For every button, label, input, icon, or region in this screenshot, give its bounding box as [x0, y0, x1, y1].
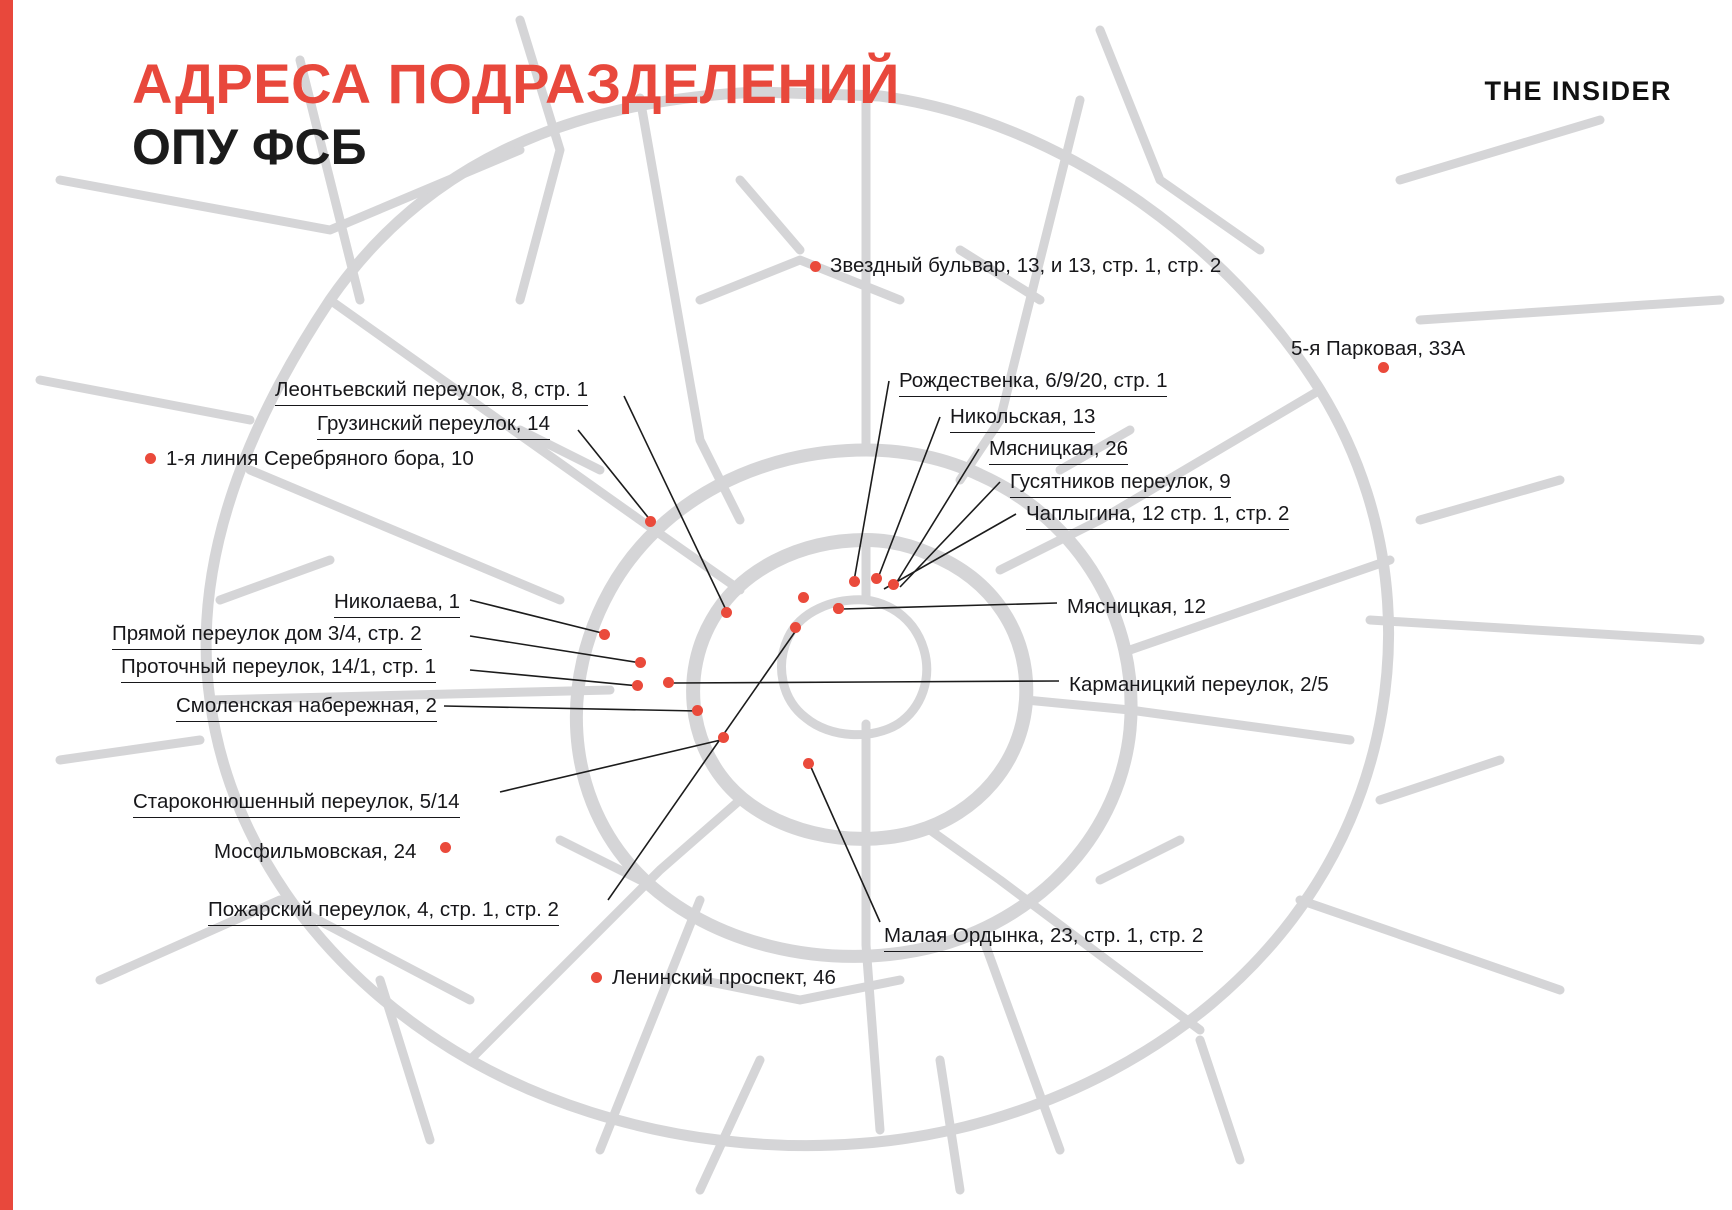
map-marker-dot-protochny141[interactable]: [632, 680, 643, 691]
map-label-leninsky46: Ленинский проспект, 46: [612, 966, 836, 989]
map-label-chaplygina12: Чаплыгина, 12 стр. 1, стр. 2: [1026, 502, 1289, 530]
map-label-zvezdny: Звездный бульвар, 13, и 13, стр. 1, стр. 2: [830, 254, 1222, 277]
map-label-starokonyush: Староконюшенный переулок, 5/14: [133, 790, 460, 818]
map-marker-dot-myasnitskaya26[interactable]: [888, 579, 899, 590]
brand-logo: THE INSIDER: [1484, 76, 1672, 106]
map-marker-dot-zvezdny[interactable]: [810, 261, 821, 272]
map-label-nikolaeva1: Николаева, 1: [334, 590, 460, 618]
map-label-pozharsky4: Пожарский переулок, 4, стр. 1, стр. 2: [208, 898, 559, 926]
map-marker-dot-starokonyush[interactable]: [718, 732, 729, 743]
map-marker-dot-gruzinsky14[interactable]: [645, 516, 656, 527]
map-marker-dot-myasnitskaya12[interactable]: [833, 603, 844, 614]
map-marker-dot-parkovaya5[interactable]: [1378, 362, 1389, 373]
page-subtitle: ОПУ ФСБ: [132, 118, 367, 175]
map-label-myasnitskaya26: Мясницкая, 26: [989, 437, 1128, 465]
map-label-nikolskaya13: Никольская, 13: [950, 405, 1095, 433]
map-label-smolenskaya2: Смоленская набережная, 2: [176, 694, 437, 722]
map-marker-dot-serebryany10[interactable]: [145, 453, 156, 464]
page-title: АДРЕСА ПОДРАЗДЕЛЕНИЙ: [132, 52, 900, 115]
map-label-parkovaya5: 5-я Парковая, 33А: [1291, 337, 1466, 360]
map-label-gruzinsky14: Грузинский переулок, 14: [317, 412, 550, 440]
map-marker-dot-nikolskaya13[interactable]: [871, 573, 882, 584]
map-marker-dot-pozharsky4[interactable]: [790, 622, 801, 633]
map-label-serebryany10: 1-я линия Серебряного бора, 10: [166, 447, 474, 470]
map-marker-dot-leninsky46[interactable]: [591, 972, 602, 983]
map-marker-dot-chaplygina12[interactable]: [798, 592, 809, 603]
map-label-pryamoy34: Прямой переулок дом 3/4, стр. 2: [112, 622, 422, 650]
map-label-malaya_ordynka: Малая Ордынка, 23, стр. 1, стр. 2: [884, 924, 1203, 952]
map-label-gusyatnikov9: Гусятников переулок, 9: [1010, 470, 1231, 498]
map-label-myasnitskaya12: Мясницкая, 12: [1067, 595, 1207, 618]
map-marker-dot-mosfilmovskaya[interactable]: [440, 842, 451, 853]
title-block: [132, 52, 1092, 175]
map-label-leontyevsky8: Леонтьевский переулок, 8, стр. 1: [275, 378, 588, 406]
map-label-karmanitsky: Карманицкий переулок, 2/5: [1069, 673, 1329, 696]
map-marker-dot-pryamoy34[interactable]: [635, 657, 646, 668]
map-marker-dot-rozhdestvenka[interactable]: [849, 576, 860, 587]
map-marker-dot-smolenskaya2[interactable]: [692, 705, 703, 716]
map-label-mosfilmovskaya: Мосфильмовская, 24: [214, 840, 417, 863]
map-marker-dot-leontyevsky8[interactable]: [721, 607, 732, 618]
map-marker-dot-malaya_ordynka[interactable]: [803, 758, 814, 769]
map-label-protochny141: Проточный переулок, 14/1, стр. 1: [121, 655, 436, 683]
map-label-rozhdestvenka: Рождественка, 6/9/20, стр. 1: [899, 369, 1167, 397]
map-marker-dot-karmanitsky[interactable]: [663, 677, 674, 688]
map-marker-dot-nikolaeva1[interactable]: [599, 629, 610, 640]
